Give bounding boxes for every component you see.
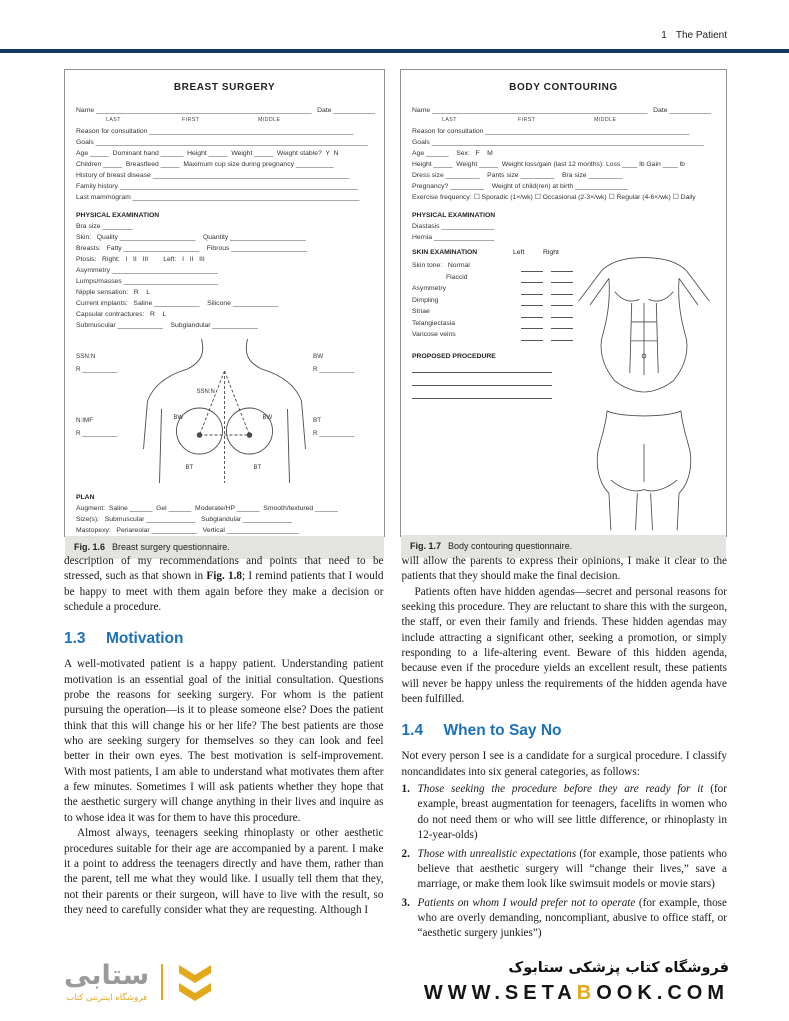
text-column-right (402, 554, 727, 945)
list-item-lead: Patients on whom I would prefer not to operate (417, 896, 636, 909)
form-line: Nipple sensation: R L (76, 289, 151, 296)
skin-exam-row (412, 283, 573, 295)
list-item-rest: (for example, those patients who believe that aesthetic surgery will “change their lives,” save a marriage, or make them look like swimsuit models or movie stars) (417, 847, 728, 891)
right-blank-field (551, 298, 573, 306)
body-text (64, 554, 727, 945)
list-item-lead: Those seeking the procedure before they are ready for it (417, 783, 704, 796)
measurement-field: R __________ (76, 430, 118, 437)
measurement-label: BW (313, 353, 324, 360)
right-blank-field (551, 321, 573, 329)
sublabel-last: LAST (442, 117, 457, 123)
logo-wordmark: ستابی (64, 960, 150, 992)
figure-body-contouring-questionnaire (400, 69, 727, 551)
skin-exam-row (412, 329, 573, 341)
label-bw-left: BW (173, 415, 184, 421)
form-line: Exercise frequency: ☐ Sporadic (1×/wk) ☐ Occasional (2-3×/wk) ☐ Regular (4-6×/wk) ☐ Daily (412, 194, 696, 201)
skin-exam-label: Flaccid (446, 273, 468, 281)
logo-divider (161, 964, 163, 1000)
sublabel-first: FIRST (182, 117, 200, 123)
paragraph: Patients often have hidden agendas—secret and personal reasons for seeking this procedure. They are reluctant to share this with the surgeon, the staff, or even their family and friends. These hidden agendas may include attracting a significant other, seeking a promotion, or simply responding to a life-altering event. Beware of this hidden agenda, because even if the procedure yields an excellent result, these patients will never be happy unless the requirements of the hidden agenda have been fulfilled. (401, 585, 727, 706)
paragraph-text: ; I remind patients that I would be happy to meet with them again before they make a decision or schedule a procedure. (64, 570, 384, 614)
diagram-annotations-left (76, 337, 140, 485)
form-line: Current implants: Saline ____________ Silicone ____________ (76, 300, 279, 307)
measurement-field: R __________ (76, 366, 118, 373)
paragraph (64, 554, 384, 615)
right-blank-field (551, 333, 573, 341)
skin-exam-row (412, 272, 573, 284)
measurement-annotation (76, 417, 140, 437)
site-url[interactable] (424, 982, 729, 1005)
form-line: Reason for consultation ______________________________________________________ (412, 128, 690, 135)
paragraph: will allow the parents to express their opinions, I make it clear to the patients that they should make the final decision. (401, 555, 727, 583)
left-blank-field (521, 321, 543, 329)
left-blank-field (521, 310, 543, 318)
right-blank-field (551, 310, 573, 318)
breast-torso-diagram (140, 337, 309, 485)
breast-form-title: BREAST SURGERY (173, 82, 276, 93)
url-gold-letter: B (576, 981, 597, 1004)
form-line: Height _____ Weight _____ Weight loss/gain (last 12 months): Loss ____ lb Gain ____ lb (412, 161, 685, 168)
list-item-rest: (for example, breast augmentation for teenagers, facelifts in women who do not need them or who will see little difference, or rhinoplasty in 12-year-olds) (417, 783, 727, 842)
right-blank-field (551, 287, 573, 295)
form-line: Goals ________________________________________________________________________ (412, 139, 704, 146)
list-item (402, 782, 727, 843)
body-form-content (401, 70, 726, 535)
url-pre: WWW.SETA (423, 981, 577, 1004)
skin-exam-label: Dimpling (412, 296, 439, 304)
measurement-annotation (313, 353, 373, 373)
name-sublabels (412, 117, 715, 123)
form-line: Mastopexy: Periareolar ____________ Vertical ___________________ (76, 527, 299, 534)
col-right-label: Right (543, 249, 559, 256)
form-line: Breasts: Fatty ____________________ Fibrous ____________________ (76, 245, 307, 252)
measurement-field: R __________ (313, 366, 355, 373)
chapter-title: The Patient (675, 30, 727, 41)
form-line: Capsular contractures: R L (76, 311, 167, 318)
paragraph: Not every person I see is a candidate for a surgical procedure. I classify noncandidates into six general categories, as follows: (401, 750, 727, 778)
figure-label: Fig. 1.7 (410, 541, 442, 551)
paragraph-text: description of my recommendations and points that need to be stressed, such as that shown in (64, 555, 384, 583)
form-line: PHYSICAL EXAMINATION (76, 212, 160, 219)
list-item-text (418, 896, 727, 942)
right-blank-field (551, 275, 573, 283)
col-left-label: Left (513, 249, 525, 256)
form-line: Reason for consultation ______________________________________________________ (76, 128, 354, 135)
name-date-line: Name _________________________________________________________ Date ___________ (76, 107, 375, 114)
store-title: فروشگاه کتاب پزشکی ستابوک (508, 959, 729, 976)
form-line: Ptosis: Right: I II III Left: I II III (76, 256, 205, 263)
form-line: Age ______ Sex: F M (412, 150, 493, 157)
list-item-lead: Those with unrealistic expectations (417, 847, 577, 860)
text-column-left (64, 554, 384, 945)
skin-exam-rows (412, 260, 573, 341)
page-header (0, 0, 789, 53)
skin-exam-row (412, 295, 573, 307)
form-line: Diastasis ______________ (412, 223, 495, 230)
body-form-title: BODY CONTOURING (509, 82, 618, 93)
noncandidate-list (402, 782, 727, 941)
figures-row (64, 69, 727, 552)
left-blank-field (521, 333, 543, 341)
body-contouring-diagram (573, 249, 715, 535)
form-line: PHYSICAL EXAMINATION (412, 212, 496, 219)
name-date-line: Name _________________________________________________________ Date ___________ (412, 107, 711, 114)
label-ssn-n: SSN:N (196, 389, 215, 395)
right-blank-field (551, 264, 573, 272)
breast-form-content (65, 70, 384, 536)
list-item (402, 847, 727, 893)
skin-exam-label: Striae (412, 308, 430, 316)
skin-exam-section (412, 249, 715, 535)
label-bt-right: BT (253, 465, 262, 471)
form-line: Age _____ Dominant hand ______ Height _____ Weight _____ Weight stable? Y N (76, 150, 339, 157)
form-line: Submuscular ____________ Subglandular ____________ (76, 322, 258, 329)
skin-exam-header (412, 249, 573, 256)
chevron-logo-icon (175, 959, 215, 1005)
list-item-text (418, 847, 727, 893)
left-blank-field (521, 287, 543, 295)
form-line: Asymmetry ____________________________ (76, 267, 218, 274)
chapter-header (0, 0, 789, 49)
skin-exam-label: Skin tone: Normal (412, 262, 470, 269)
form-line: Augment: Saline ______ Gel ______ Moderate/HP ______ Smooth/textured ______ (76, 505, 338, 512)
blank-line (412, 373, 552, 386)
figure-breast-surgery-questionnaire (64, 69, 385, 552)
form-line: Last mammogram ____________________________________________________________ (76, 194, 360, 201)
breast-form-lines (76, 126, 373, 331)
blank-line (412, 360, 552, 373)
form-line: Children _____ Breastfeed _____ Maximum cup size during pregnancy __________ (76, 161, 334, 168)
section-title: Motivation (106, 630, 184, 648)
skin-exam-row (412, 318, 573, 330)
form-line: Bra size ________ (76, 223, 133, 230)
plan-section (76, 492, 373, 536)
sublabel-last: LAST (106, 117, 121, 123)
form-line: PLAN (76, 494, 95, 501)
blank-line (412, 386, 552, 399)
measurement-label: BT (313, 417, 322, 424)
paragraph: A well-motivated patient is a happy patient. Understanding patient motivation is an essential goal of the initial consultation. Questions probe the reasons for seeking surgery. For whom is the patient pursuing the operation—is it to please someone else? Does the patient think that this will change his or her life? The best patients are those who are seeking surgery for themselves so they can look and feel better in their own eyes. The best motivation is self-improvement. With most patients, I am able to understand what motivates them after a few minutes. Sometimes I will ask patients whether they hope that the aesthetic surgery will change anything in their lives and inquire as to whose idea it was for them to have this procedure. (64, 658, 384, 824)
measurement-label: N:IMF (76, 417, 94, 424)
form-line: Goals ________________________________________________________________________ (76, 139, 368, 146)
breast-diagram-row (76, 337, 373, 485)
section-title: When to Say No (443, 722, 562, 740)
form-line: Hernia ________________ (412, 234, 495, 241)
figure-label: Fig. 1.6 (74, 542, 106, 552)
url-post: OOK.COM (596, 981, 729, 1004)
section-heading-when-to-say-no (402, 722, 727, 740)
skin-exam-left (412, 249, 573, 535)
figure-caption-text: Body contouring questionnaire. (448, 541, 573, 551)
section-heading-motivation (64, 630, 384, 648)
form-line: Skin: Quality ____________________ Quantity ____________________ (76, 234, 306, 241)
measurement-annotation (313, 417, 373, 437)
chapter-number: 1 (661, 30, 667, 41)
proposed-procedure-heading: PROPOSED PROCEDURE (412, 352, 496, 360)
figure-caption-text: Breast surgery questionnaire. (112, 542, 230, 552)
label-bw-right: BW (262, 415, 273, 421)
skin-exam-title: SKIN EXAMINATION (412, 249, 478, 256)
list-item-number: 3. (401, 896, 410, 909)
form-line: Family history _______________________________________________________________ (76, 183, 358, 190)
header-rule (0, 49, 789, 53)
left-blank-field (521, 275, 543, 283)
list-item-number: 1. (401, 783, 410, 796)
list-item-number: 2. (401, 847, 410, 860)
form-line: Lumps/masses _________________________ (76, 278, 219, 285)
skin-exam-label: Varicose veins (412, 331, 456, 339)
site-block (424, 960, 729, 1005)
body-form-lines (412, 126, 715, 243)
skin-exam-row (412, 306, 573, 318)
paragraph: Almost always, teenagers seeking rhinoplasty or other aesthetic procedures suitable for their age are accompanied by a parent. I make it a point to address the teenagers directly and have them, rather than the parent, tell me what they would like. I usually tell them that they, not their parents or their surgeon, will have to live with the result, so they need to carefully consider what they are requesting. Although I (64, 827, 384, 916)
section-number: 1.4 (401, 722, 424, 740)
setabook-logo[interactable] (64, 959, 215, 1005)
measurement-field: R __________ (313, 430, 355, 437)
skin-exam-row (412, 260, 573, 272)
logo-subtitle: فروشگاه اینترنتی کتاب (66, 992, 148, 1003)
measurement-label: SSN:N (76, 353, 96, 360)
sublabel-middle: MIDDLE (594, 117, 617, 123)
name-sublabels (76, 117, 373, 123)
page-footer (64, 959, 729, 1005)
logo-text-block (64, 961, 149, 1003)
skin-exam-label: Asymmetry (412, 285, 446, 293)
diagram-annotations-right (309, 337, 373, 485)
sublabel-middle: MIDDLE (258, 117, 281, 123)
body-diagram-area (573, 249, 715, 535)
form-line: History of breast disease ____________________________________________________ (76, 172, 350, 179)
measurement-annotation (76, 353, 140, 373)
figure-reference: Fig. 1.8 (206, 570, 243, 583)
list-item-text (418, 782, 727, 843)
form-line: Pregnancy? _________ Weight of child(ren) at birth ______________ (412, 183, 629, 190)
form-line: Dress size _________ Pants size _________ Bra size _________ (412, 172, 623, 179)
skin-exam-label: Telangiectasia (412, 319, 456, 327)
sublabel-first: FIRST (518, 117, 536, 123)
label-bt-left: BT (185, 465, 194, 471)
list-item (402, 896, 727, 942)
list-item-rest: (for example, those who are overly demanding, noncompliant, abusive to office staff, or “aesthetic surgery junkies”) (417, 896, 727, 940)
form-line: Size(s): Submuscular _____________ Subglandular _____________ (76, 516, 293, 523)
left-blank-field (521, 264, 543, 272)
left-blank-field (521, 298, 543, 306)
section-number: 1.3 (64, 630, 86, 648)
